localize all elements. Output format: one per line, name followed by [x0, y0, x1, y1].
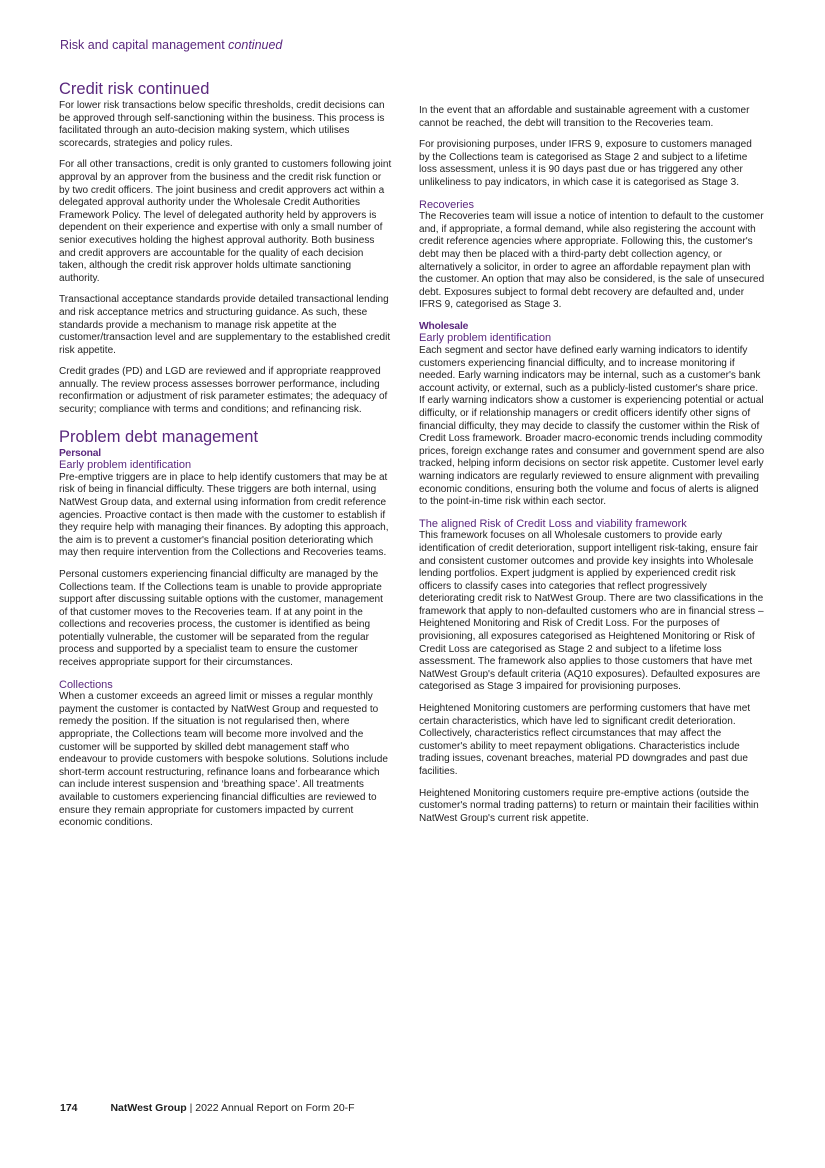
paragraph: In the event that an affordable and sustainable agreement with a customer cannot be reached, the debt will transition to the Recoveries team.: [419, 105, 750, 129]
paragraph: Personal customers experiencing financial difficulty are managed by the Collections team. If the Collections team is unable to provide appropriate support after discussing suitable options with the customer, management of that customer moves to the Recoveries team. If at any point in the collections and recoveries process, the customer is identified as being potentially vulnerable, the customer will be separated from the regular process and supported by a specialist team to ensure the customer receives appropriate support for their circumstances.: [59, 568, 383, 669]
credit-risk-heading: Credit risk continued: [59, 80, 210, 98]
header-title: Risk and capital management: [60, 38, 225, 52]
paragraph: Each segment and sector have defined early warning indicators to identify customers experiencing financial difficulty, and to increase monitoring if needed. Early warning indicators may be internal, such as a customer's bank account activity, or external, such as a publicly-listed customer's share price. If early warning indicators show a customer is experiencing potential or actual difficulty, or if relationship managers or credit officers identify other signs of financial difficulty, they may decide to classify the customer within the Risk of Credit Loss framework. Broader macro-economic trends including commodity prices, foreign exchange rates and consumer and government spend are also tracked, helping inform decisions on sector risk appetite. Customer level early warning indicators are regularly reviewed to ensure alignment with prevailing economic conditions, ensuring both the volume and focus of alerts is aligned to the point-in-time risk within each sector.: [419, 345, 765, 508]
paragraph: The Recoveries team will issue a notice of intention to default to the customer and, if appropriate, a formal demand, while also registering the account with credit reference agencies where appropriate. Following this, the customer's debt may then be placed with a third-party debt collection agency, or alternatively a solicitor, in order to agree an affordable repayment plan with the customer. An option that may also be considered, is the sale of unsecured debt. Exposures subject to formal debt recovery are defaulted and, under IFRS 9, categorised as Stage 3.: [419, 211, 765, 311]
paragraph: Heightened Monitoring customers require pre-emptive actions (outside the customer's normal trading patterns) to return or maintain their facilities within NatWest Group's current risk appetite.: [419, 787, 759, 824]
recoveries-heading: Recoveries: [419, 198, 475, 211]
collections-heading: Collections: [59, 678, 113, 691]
paragraph: For provisioning purposes, under IFRS 9, exposure to customers managed by the Collections team is categorised as Stage 2 and subject to a lifetime loss assessment, unless it is 90 days past due or has triggered any other unlikeliness to pay indicators, in which case it is categorised as Stage 3.: [419, 139, 752, 188]
page-number: 174: [60, 1102, 78, 1114]
early-problem-heading: Early problem identification: [59, 459, 192, 472]
problem-debt-heading: Problem debt management: [59, 427, 259, 446]
paragraph: When a customer exceeds an agreed limit or misses a regular monthly payment the customer is contacted by NatWest Group and requested to remedy the position. If the situation is not regularised then, where appropriate, the Collections team will become more involved and the customer will be supported by skilled debt management staff who endeavour to provide customers with bespoke solutions. Solutions include short-term account restructuring, refinance loans and forbearance which can include interest suspension and ‘breathing space’. All treatments available to customers experiencing financial difficulties are reviewed to ensure they remain appropriate for customers impacted by current economic conditions.: [59, 691, 388, 829]
footer-report: | 2022 Annual Report on Form 20-F: [186, 1102, 355, 1114]
paragraph: Heightened Monitoring customers are performing customers that have met certain characteristics, which have led to significant credit deterioration. Collectively, characteristics reflect circumstances that may affect the customer's ability to meet repayment obligations. Characteristics include trading issues, covenant breaches, material PD downgrades and past due facilities.: [419, 703, 751, 777]
footer-brand: NatWest Group: [110, 1102, 187, 1114]
paragraph: Credit grades (PD) and LGD are reviewed and if appropriate reapproved annually. The review process assesses borrower performance, including reconfirmation or adjustment of risk parameter estimates; the adequacy of security; compliance with terms and conditions; and refinancing risk.: [59, 366, 388, 416]
risk-credit-loss-heading: The aligned Risk of Credit Loss and viability framework: [419, 517, 687, 530]
wholesale-label: Wholesale: [419, 320, 469, 332]
personal-label: Personal: [59, 447, 101, 459]
paragraph: For all other transactions, credit is only granted to customers following joint approval by an approver from the business and the credit risk function or by two credit officers. The joint business and credit approvers act within a delegated approval authority under the Wholesale Credit Authorities Framework Policy. The level of delegated authority held by approvers is dependent on their experience and expertise with only a small number of senior executives holding the highest approval authority. Both business and credit approvers are accountable for the quality of each decision taken, although the credit risk approver holds ultimate sanctioning authority.: [59, 159, 392, 284]
page-footer: [60, 1102, 355, 1114]
paragraph: For lower risk transactions below specific thresholds, credit decisions can be approved through self-sanctioning within the business. This process is facilitated through an auto-decision making system, which utilises scorecards, strategies and policy rules.: [59, 100, 385, 149]
early-problem-heading: Early problem identification: [419, 332, 552, 345]
left-column: [59, 80, 393, 839]
paragraph: Transactional acceptance standards provide detailed transactional lending and risk acceptance metrics and structuring guidance. As such, these standards provide a mechanism to manage risk appetite at the customer/transaction level and are supplementary to the established credit risk appetite.: [59, 294, 391, 356]
paragraph: This framework focuses on all Wholesale customers to provide early identification of credit deterioration, support intelligent risk-taking, ensure fair and consistent customer outcomes and provide key insights into Wholesale lending portfolios. Expert judgment is applied by experienced credit risk officers to classify cases into categories that reflect progressively deteriorating credit risk to NatWest Group. There are two classifications in the framework that apply to non-defaulted customers who are in financial stress – Heightened Monitoring and Risk of Credit Loss. For the purposes of provisioning, all exposures categorised as Heightened Monitoring or Risk of Credit Loss are categorised as Stage 2 and subject to a lifetime loss assessment. The framework also applies to those customers that have met NatWest Group's default criteria (AQ10 exposures). Defaulted exposures are categorised as Stage 3 impaired for provisioning purposes.: [419, 530, 764, 693]
header-continued: continued: [228, 38, 283, 52]
paragraph: Pre-emptive triggers are in place to help identify customers that may be at risk of being in financial difficulty. These triggers are both internal, using NatWest Group data, and external using information from credit reference agencies. Proactive contact is then made with the customer to establish if they require help with managing their finances. By adopting this approach, the aim is to prevent a customer's financial position deteriorating which may then require intervention from the Collections and Recoveries teams.: [59, 471, 389, 559]
right-column: [419, 105, 765, 834]
running-header: [60, 38, 282, 52]
